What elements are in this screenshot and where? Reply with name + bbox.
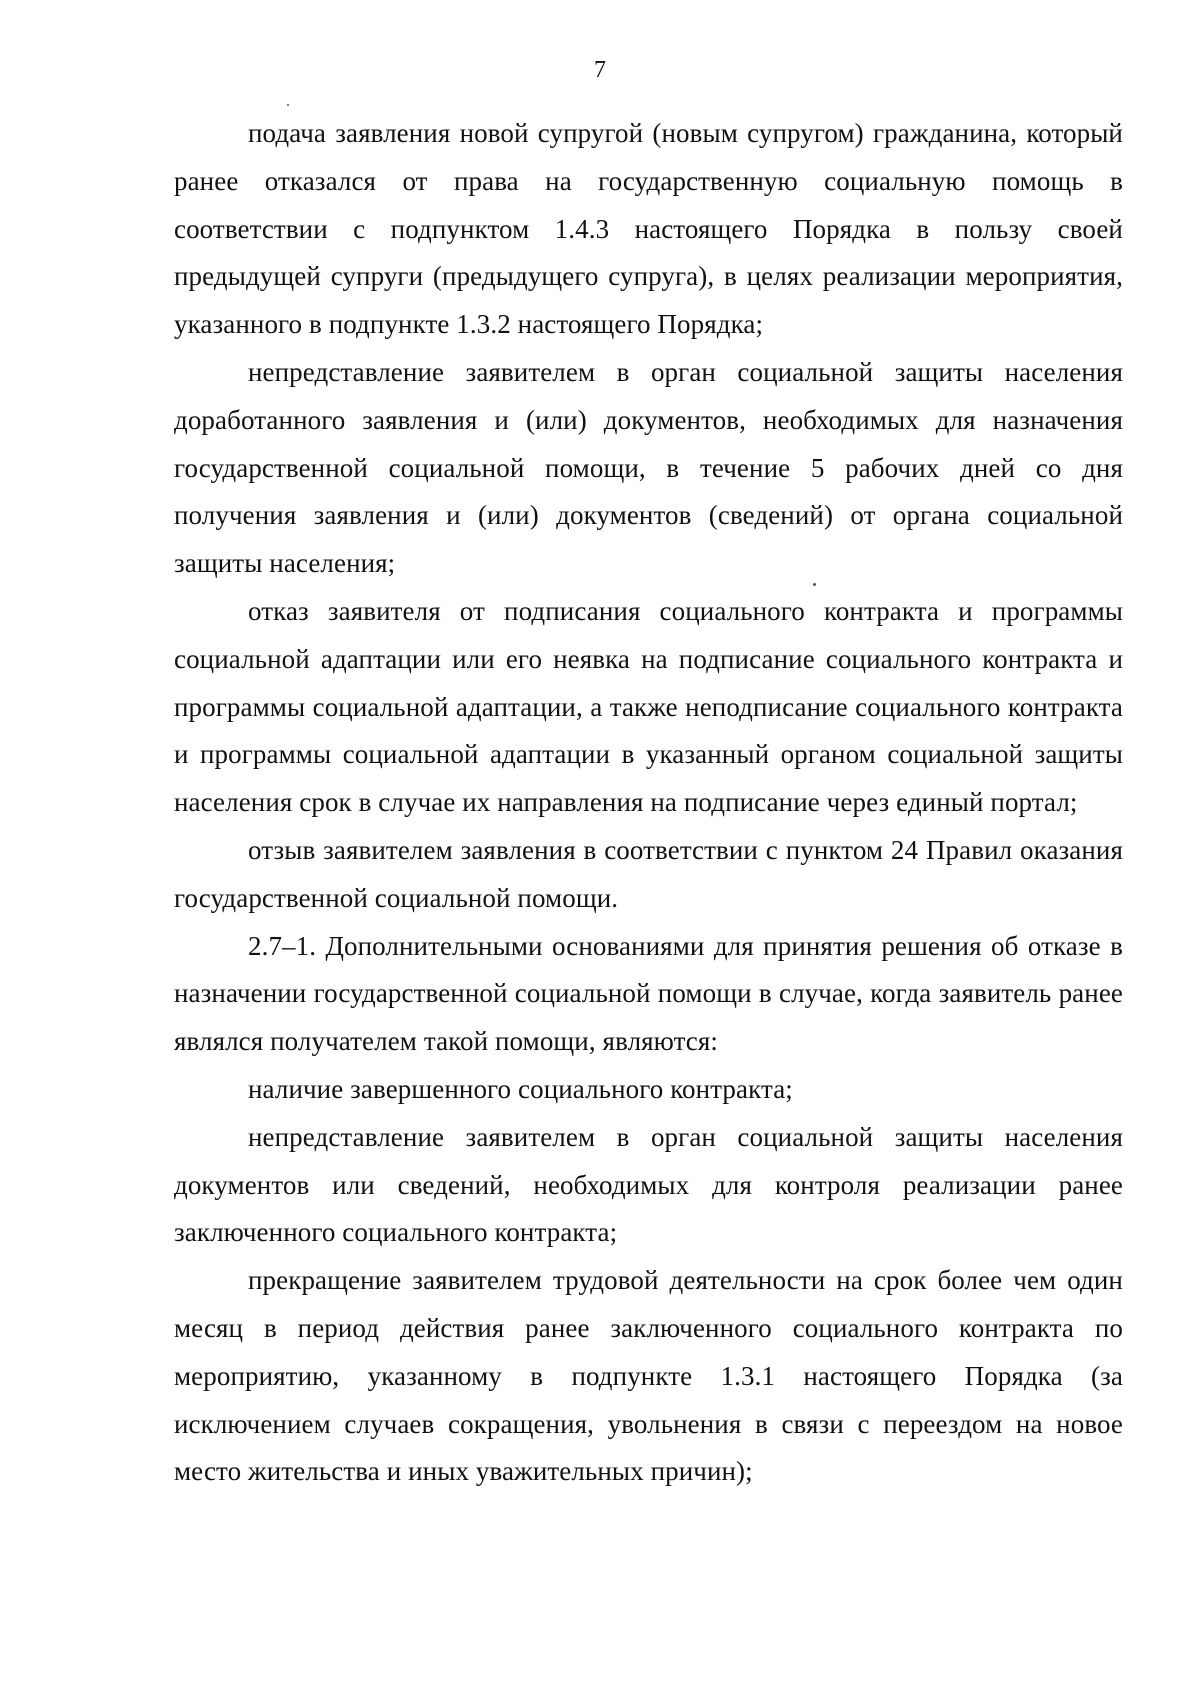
paragraph-3: отказ заявителя от подписания социального контракта и программы социальной адаптации или его неявка на подписание социального контракта и программы социальной адаптации, а также неподписание социального контракта и программы социальной адаптации в указанный органом социальной защиты населения срок в случае их направления на подписание через единый портал;	[174, 595, 1123, 818]
paragraph-6: наличие завершенного социального контракта;	[248, 1073, 793, 1104]
paragraph-8: прекращение заявителем трудовой деятельности на срок более чем один месяц в период действия ранее заключенного социального контракта по мероприятию, указанному в подпункте 1.3.1 настоящего Порядка (за исключением случаев сокращения, увольнения в связи с переездом на новое место жительства и иных уважительных причин);	[174, 1265, 1123, 1487]
document-body	[174, 110, 1123, 1496]
paragraph-7: непредставление заявителем в орган социальной защиты населения документов или сведений, необходимых для контроля реализации ранее заключенного социального контракта;	[174, 1121, 1123, 1248]
page-number: 7	[594, 57, 606, 83]
scan-speck	[287, 104, 289, 106]
paragraph-1: подача заявления новой супругой (новым супругом) гражданина, который ранее отказался от права на государственную социальную помощь в соответствии с подпунктом 1.4.3 настоящего Порядка в пользу своей предыдущей супруги (предыдущего супруга), в целях реализации мероприятия, указанного в подпункте 1.3.2 настоящего Порядка;	[174, 118, 1123, 340]
paragraph-5: 2.7–1. Дополнительными основаниями для принятия решения об отказе в назначении государственной социальной помощи в случае, когда заявитель ранее являлся получателем такой помощи, являются:	[174, 930, 1123, 1057]
paragraph-4: отзыв заявителем заявления в соответствии с пунктом 24 Правил оказания государственной социальной помощи.	[174, 834, 1123, 913]
scan-speck	[813, 583, 816, 586]
paragraph-2: непредставление заявителем в орган социальной защиты населения доработанного заявления и (или) документов, необходимых для назначения государственной социальной помощи, в течение 5 рабочих дней со дня получения заявления и (или) документов (сведений) от органа социальной защиты населения;	[174, 356, 1123, 579]
